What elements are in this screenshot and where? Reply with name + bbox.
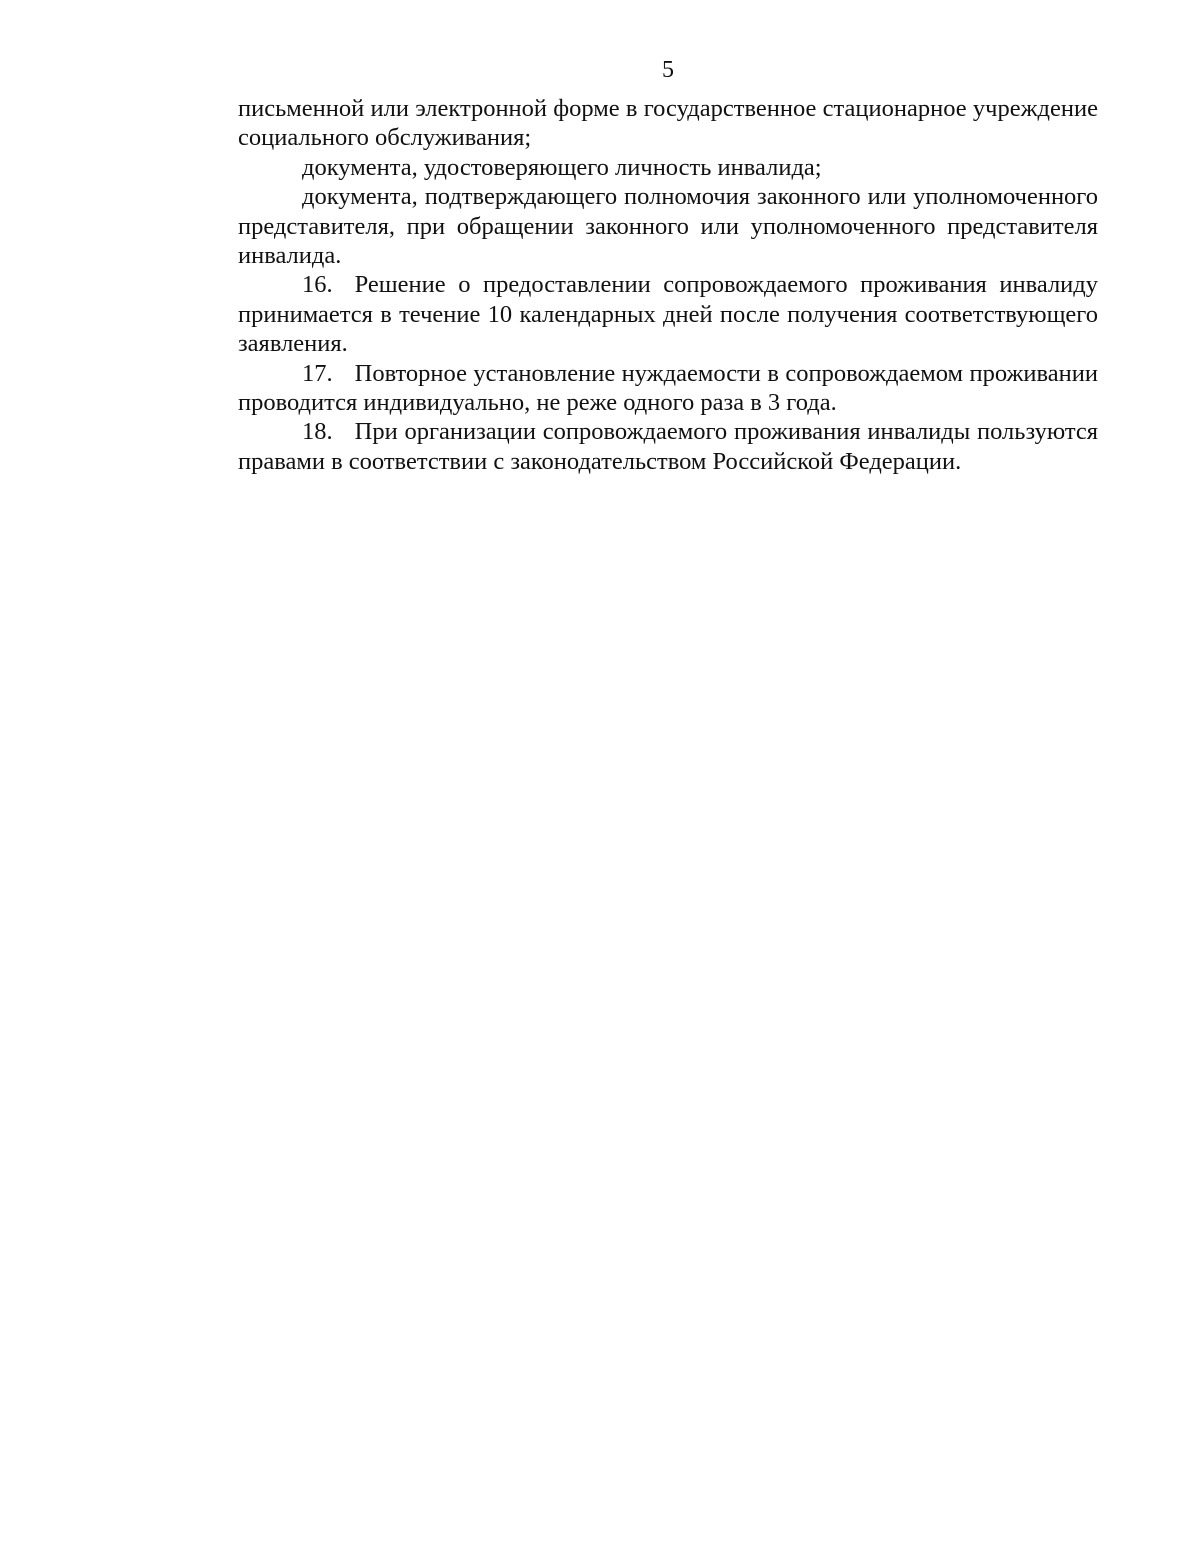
paragraph-continuation: письменной или электронной форме в государственное стационарное учреждение социального обслуживания;: [238, 95, 1098, 152]
clause-number: 18.: [302, 418, 333, 446]
clause-17: [238, 359, 1098, 418]
clause-18: [238, 417, 1098, 476]
clause-text: Повторное установление нуждаемости в сопровождаемом проживании проводится индивидуально, не реже одного раза в 3 года.: [238, 359, 1098, 417]
clause-number: 16.: [302, 271, 333, 299]
paragraph-representative-document: документа, подтверждающего полномочия законного или уполномоченного представителя, при обращении законного или уполномоченного представителя инвалида.: [238, 183, 1098, 270]
clause-16: [238, 270, 1098, 358]
clause-text: Решение о предоставлении сопровождаемого проживания инвалиду принимается в течение 10 календарных дней после получения соответствующего заявления.: [238, 271, 1098, 358]
paragraph-identity-document: документа, удостоверяющего личность инвалида;: [302, 153, 822, 181]
clause-text: При организации сопровождаемого проживания инвалиды пользуются правами в соответствии с законодательством Российской Федерации.: [238, 418, 1098, 475]
clause-number: 17.: [302, 359, 333, 387]
document-body: [238, 94, 1098, 476]
page-number: 5: [662, 57, 674, 83]
